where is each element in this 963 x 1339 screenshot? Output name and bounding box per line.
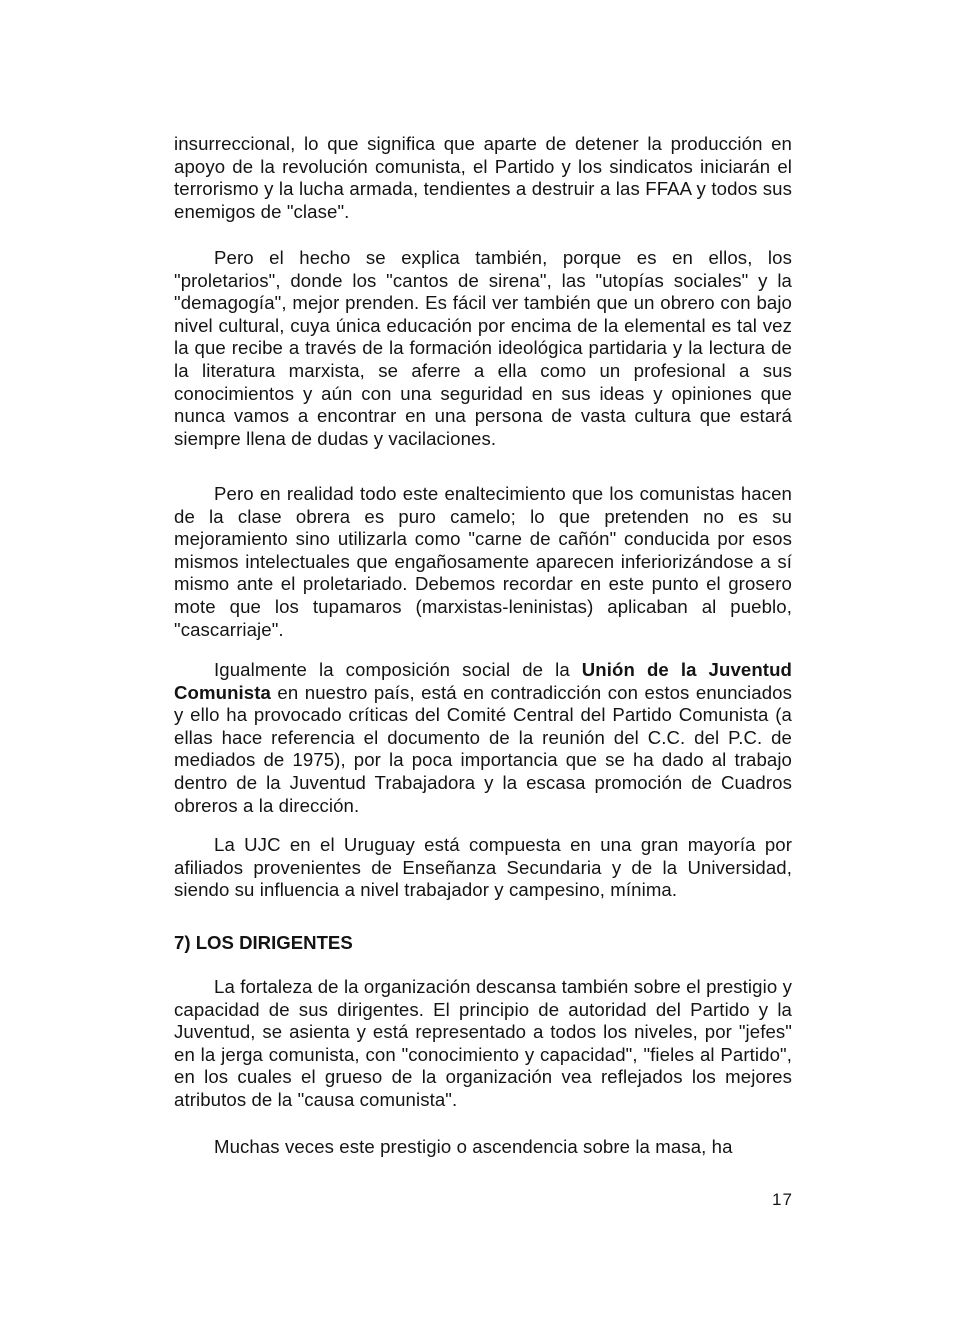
paragraph-insurreccional	[174, 133, 792, 223]
paragraph-dirigentes	[174, 976, 792, 1112]
paragraph-proletarios	[174, 247, 792, 450]
paragraph-text: insurreccional, lo que significa que aparte de detener la producción en apoyo de la revolución comunista, el Partido y los sindicatos iniciarán el terrorismo y la lucha armada, tendientes a destruir a las FFAA y todos sus enemigos de "clase".	[174, 133, 792, 222]
paragraph-text: La UJC en el Uruguay está compuesta en una gran mayoría por afiliados provenientes de Enseñanza Secundaria y de la Universidad, siendo su influencia a nivel trabajador y campesino, mínima.	[174, 834, 792, 901]
paragraph-text: Pero en realidad todo este enaltecimiento que los comunistas hacen de la clase obrera es puro camelo; lo que pretenden no es su mejoramiento sino utilizarla como "carne de cañón" conducida por esos mismos intelectuales que engañosamente aparecen inferiorizándose a sí mismo ante el proletariado. Debemos recordar en este punto el grosero mote que los tupamaros (marxistas-leninistas) aplicaban al pueblo, "cascarriaje".	[174, 483, 792, 640]
page-number: 17	[772, 1190, 793, 1209]
organization-name-bold: Unión de la Juventud Comunista	[174, 659, 792, 703]
section-heading: 7) LOS DIRIGENTES	[174, 932, 353, 953]
paragraph-text: La fortaleza de la organización descansa también sobre el prestigio y capacidad de sus dirigentes. El principio de autoridad del Partido y la Juventud, se asienta y está representado a todos los niveles, por "jefes" en la jerga comunista, con "conocimiento y capacidad", "fieles al Partido", en los cuales el grueso de la organización vea reflejados los mejores atributos de la "causa comunista".	[174, 976, 792, 1110]
paragraph-ujc-uruguay	[174, 834, 792, 902]
paragraph-text: Pero el hecho se explica también, porque es en ellos, los "proletarios", donde los "cantos de sirena", las "utopías sociales" y la "demagogía", mejor prenden. Es fácil ver también que un obrero con bajo nivel cultural, cuya única educación por encima de la elemental es tal vez la que recibe a través de la formación ideológica partidaria y la lectura de la literatura marxista, se aferre a ella como un profesional a sus conocimientos y aún con una seguridad en sus ideas y opiniones que nunca vamos a encontrar en una persona de vasta cultura que estará siempre llena de dudas y vacilaciones.	[174, 247, 792, 449]
paragraph-prestigio	[174, 1136, 792, 1159]
paragraph-text-start: Igualmente la composición social de la	[214, 659, 582, 680]
paragraph-enaltecimiento	[174, 483, 792, 641]
paragraph-text	[174, 659, 792, 817]
paragraph-ujc-composicion	[174, 659, 792, 817]
paragraph-text: Muchas veces este prestigio o ascendencia sobre la masa, ha	[214, 1136, 733, 1157]
paragraph-text-end: en nuestro país, está en contradicción con estos enunciados y ello ha provocado críticas del Comité Central del Partido Comunista (a ellas hace referencia el documento de la reunión del C.C. del P.C. de mediados de 1975), por la poca importancia que se ha dado al trabajo dentro de la Juventud Trabajadora y la escasa promoción de Cuadros obreros a la dirección.	[174, 681, 792, 816]
